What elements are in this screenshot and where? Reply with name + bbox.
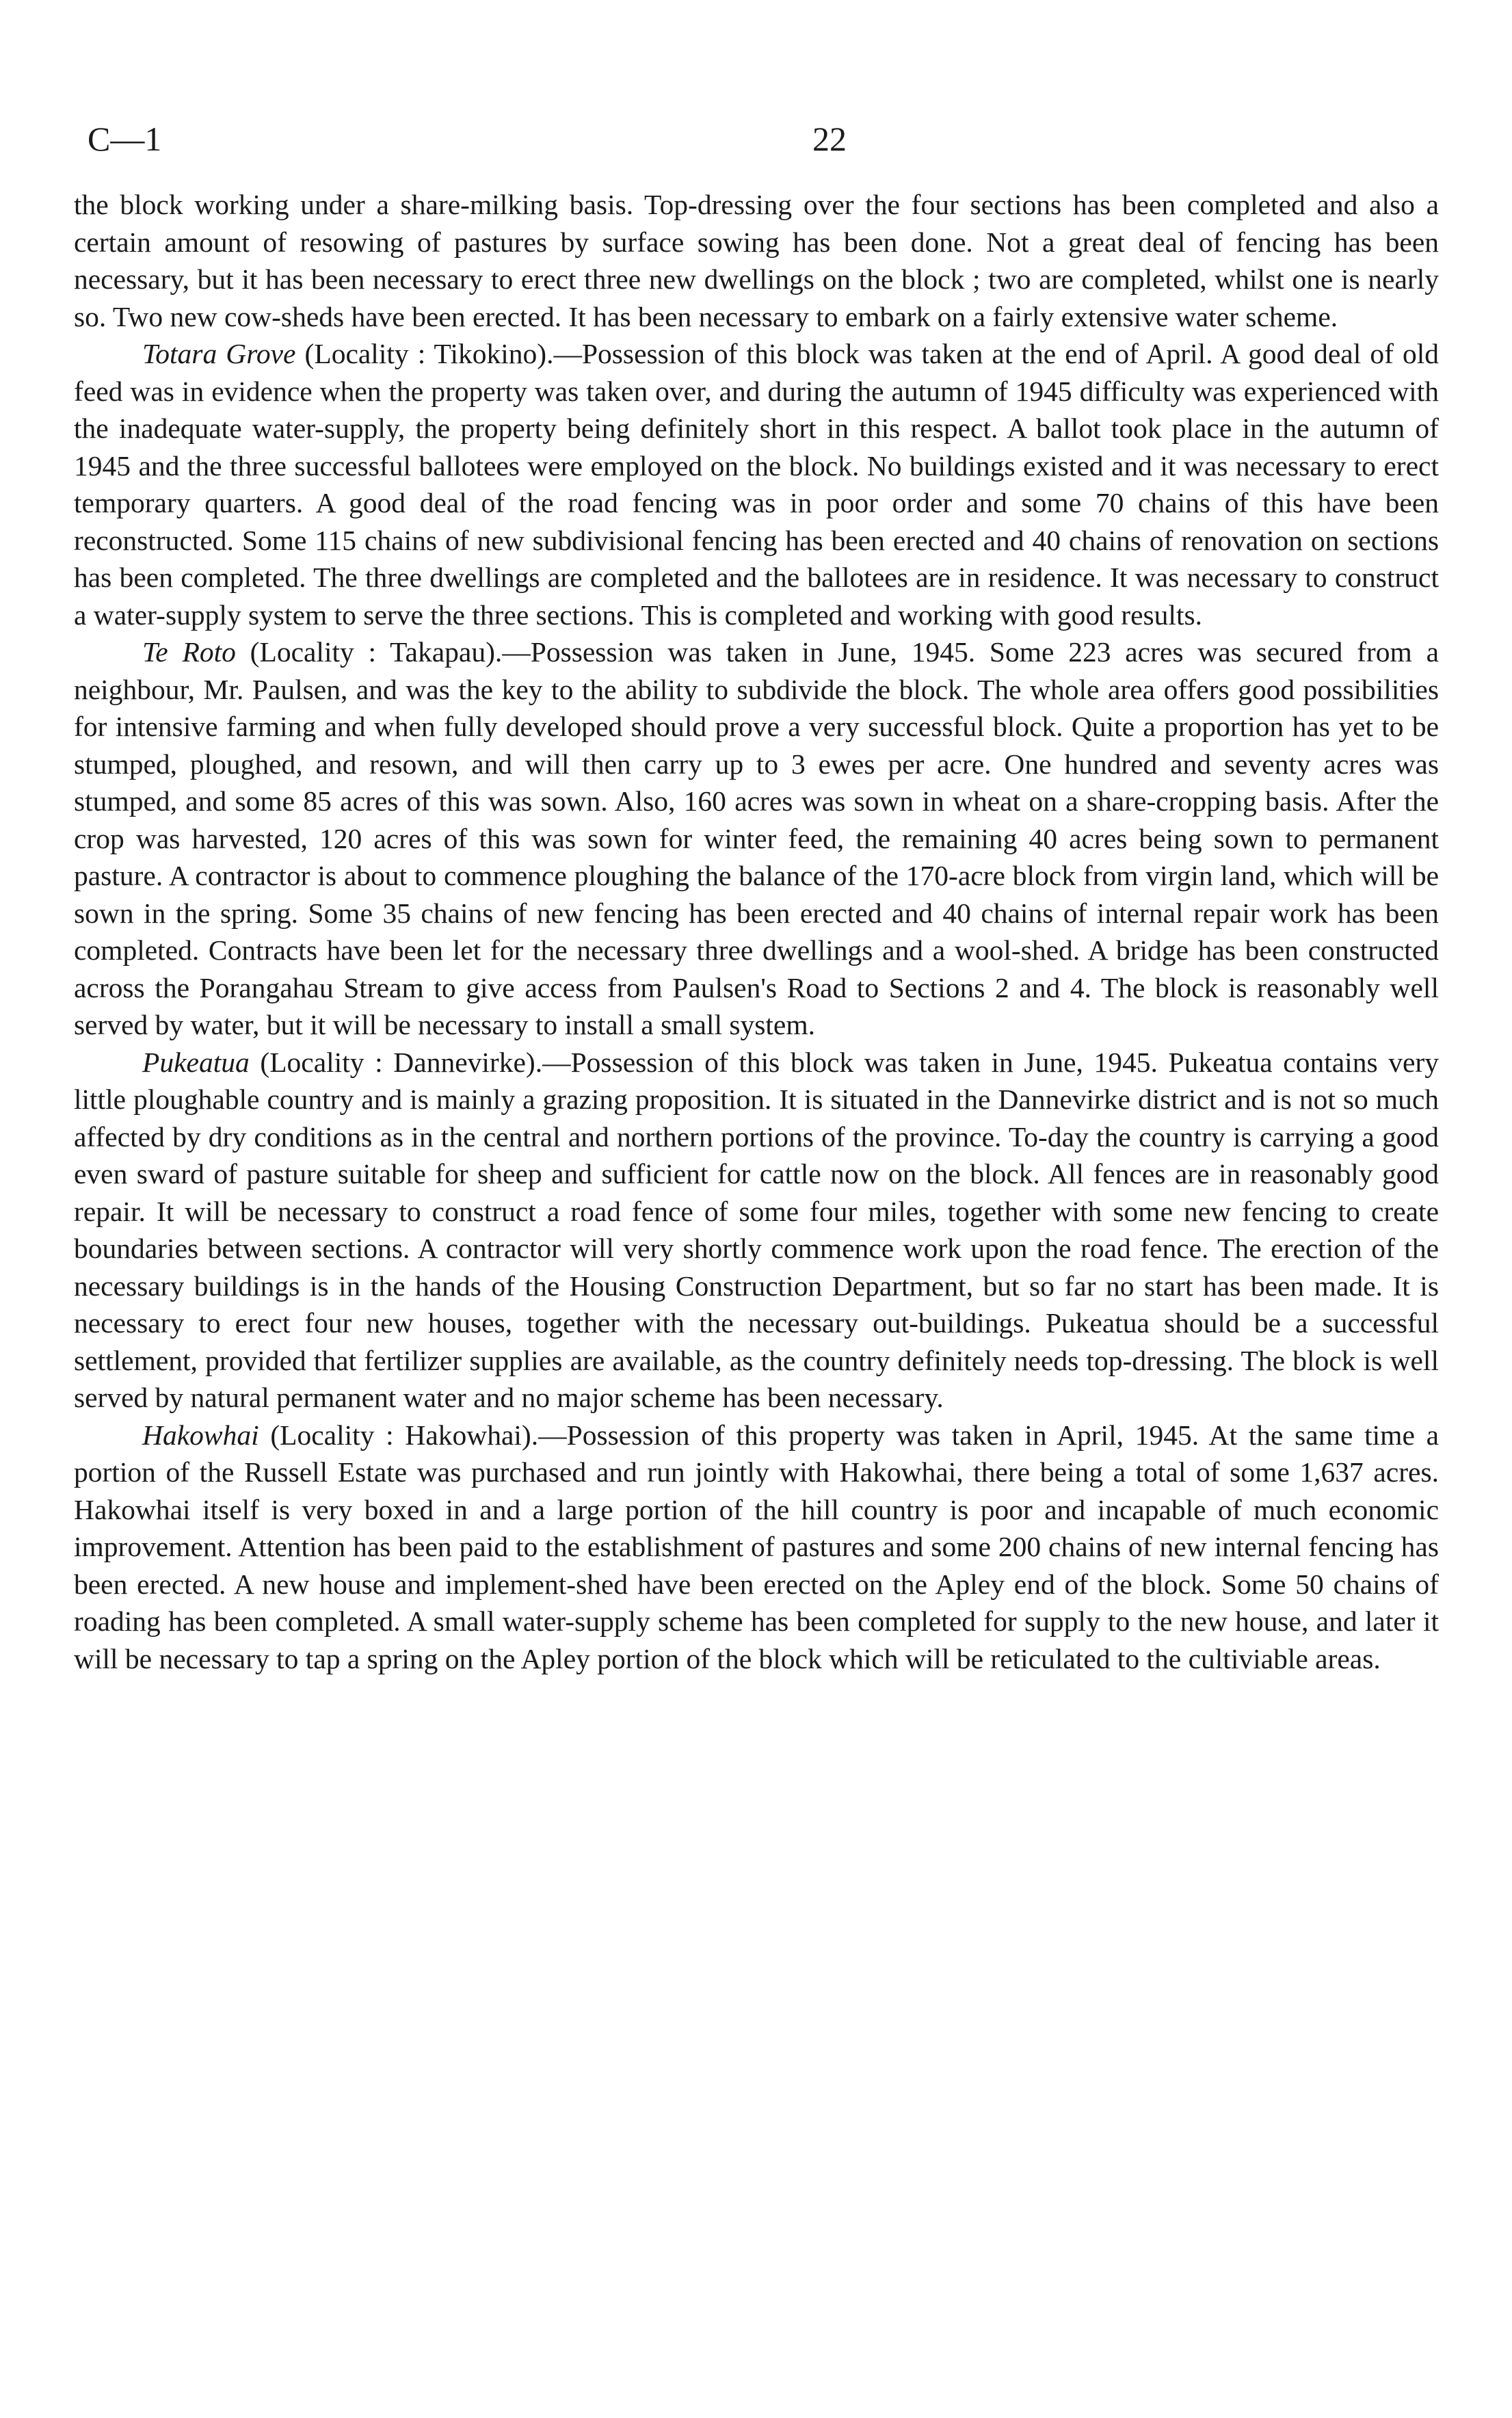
paragraph-text: (Locality : Hakowhai).—Possession of this property was taken in April, 1945. At the same time a portion of the Russell Estate was purchased and run jointly with Hakowhai, there being a total of some 1,637 acres. Hakowhai itself is very boxed in and a large portion of the hill country is poor and incapable of much economic improvement. Attention has been paid to the establishment of pastures and some 200 chains of new internal fencing has been erected. A new house and implement-shed have been erected on the Apley end of the block. Some 50 chains of roading has been completed. A small water-supply scheme has been completed for supply to the new house, and later it will be necessary to tap a spring on the Apley portion of the block which will be reticulated to the cultiviable areas. [74, 1419, 1439, 1674]
paragraph-totara-grove [74, 335, 1439, 633]
paragraph-text: (Locality : Takapau).—Possession was taken in June, 1945. Some 223 acres was secured from a neighbour, Mr. Paulsen, and was the key to the ability to subdivide the block. The whole area offers good possibilities for intensive farming and when fully developed should prove a very successful block. Quite a proportion has yet to be stumped, ploughed, and resown, and will then carry up to 3 ewes per acre. One hundred and seventy acres was stumped, and some 85 acres of this was sown. Also, 160 acres was sown in wheat on a share-cropping basis. After the crop was harvested, 120 acres of this was sown for winter feed, the remaining 40 acres being sown to permanent pasture. A contractor is about to commence ploughing the balance of the 170-acre block from virgin land, which will be sown in the spring. Some 35 chains of new fencing has been erected and 40 chains of internal repair work has been completed. Contracts have been let for the necessary three dwellings and a wool-shed. A bridge has been constructed across the Porangahau Stream to give access from Paulsen's Road to Sections 2 and 4. The block is reasonably well served by water, but it will be necessary to install a small system. [74, 636, 1439, 1040]
paragraph-hakowhai [74, 1417, 1439, 1678]
paragraph-pukeatua [74, 1044, 1439, 1417]
body-text [74, 186, 1439, 1677]
paragraph-continuation [74, 186, 1439, 335]
block-name: Pukeatua [142, 1046, 250, 1078]
block-name: Totara Grove [142, 338, 296, 369]
page-header [88, 115, 1448, 163]
paragraph-text: the block working under a share-milking basis. Top-dressing over the four sections has been completed and also a certain amount of resowing of pastures by surface sowing has been done. Not a great deal of fencing has been necessary, but it has been necessary to erect three new dwellings on the block ; two are completed, whilst one is nearly so. Two new cow-sheds have been erected. It has been necessary to embark on a fairly extensive water scheme. [74, 189, 1439, 332]
document-reference: C—1 [88, 120, 162, 158]
page-number: 22 [812, 120, 847, 158]
paragraph-text: (Locality : Tikokino).—Possession of this block was taken at the end of April. A good deal of old feed was in evidence when the property was taken over, and during the autumn of 1945 difficulty was experienced with the inadequate water-supply, the property being definitely short in this respect. A ballot took place in the autumn of 1945 and the three successful ballotees were employed on the block. No buildings existed and it was necessary to erect temporary quarters. A good deal of the road fencing was in poor order and some 70 chains of this have been reconstructed. Some 115 chains of new subdivisional fencing has been erected and 40 chains of renovation on sections has been completed. The three dwellings are completed and the ballotees are in residence. It was necessary to construct a water-supply system to serve the three sections. This is completed and working with good results. [74, 338, 1439, 631]
paragraph-text: (Locality : Dannevirke).—Possession of this block was taken in June, 1945. Pukeatua contains very little ploughable country and is mainly a grazing proposition. It is situated in the Dannevirke district and is not so much affected by dry conditions as in the central and northern portions of the province. To-day the country is carrying a good even sward of pasture suitable for sheep and sufficient for cattle now on the block. All fences are in reasonably good repair. It will be necessary to construct a road fence of some four miles, together with some new fencing to create boundaries between sections. A contractor will very shortly commence work upon the road fence. The erection of the necessary buildings is in the hands of the Housing Construction Department, but so far no start has been made. It is necessary to erect four new houses, together with the necessary out-buildings. Pukeatua should be a successful settlement, provided that fertilizer supplies are available, as the country definitely needs top-dressing. The block is well served by natural permanent water and no major scheme has been necessary. [74, 1046, 1439, 1413]
block-name: Hakowhai [142, 1419, 259, 1451]
paragraph-te-roto [74, 633, 1439, 1044]
block-name: Te Roto [142, 636, 236, 668]
